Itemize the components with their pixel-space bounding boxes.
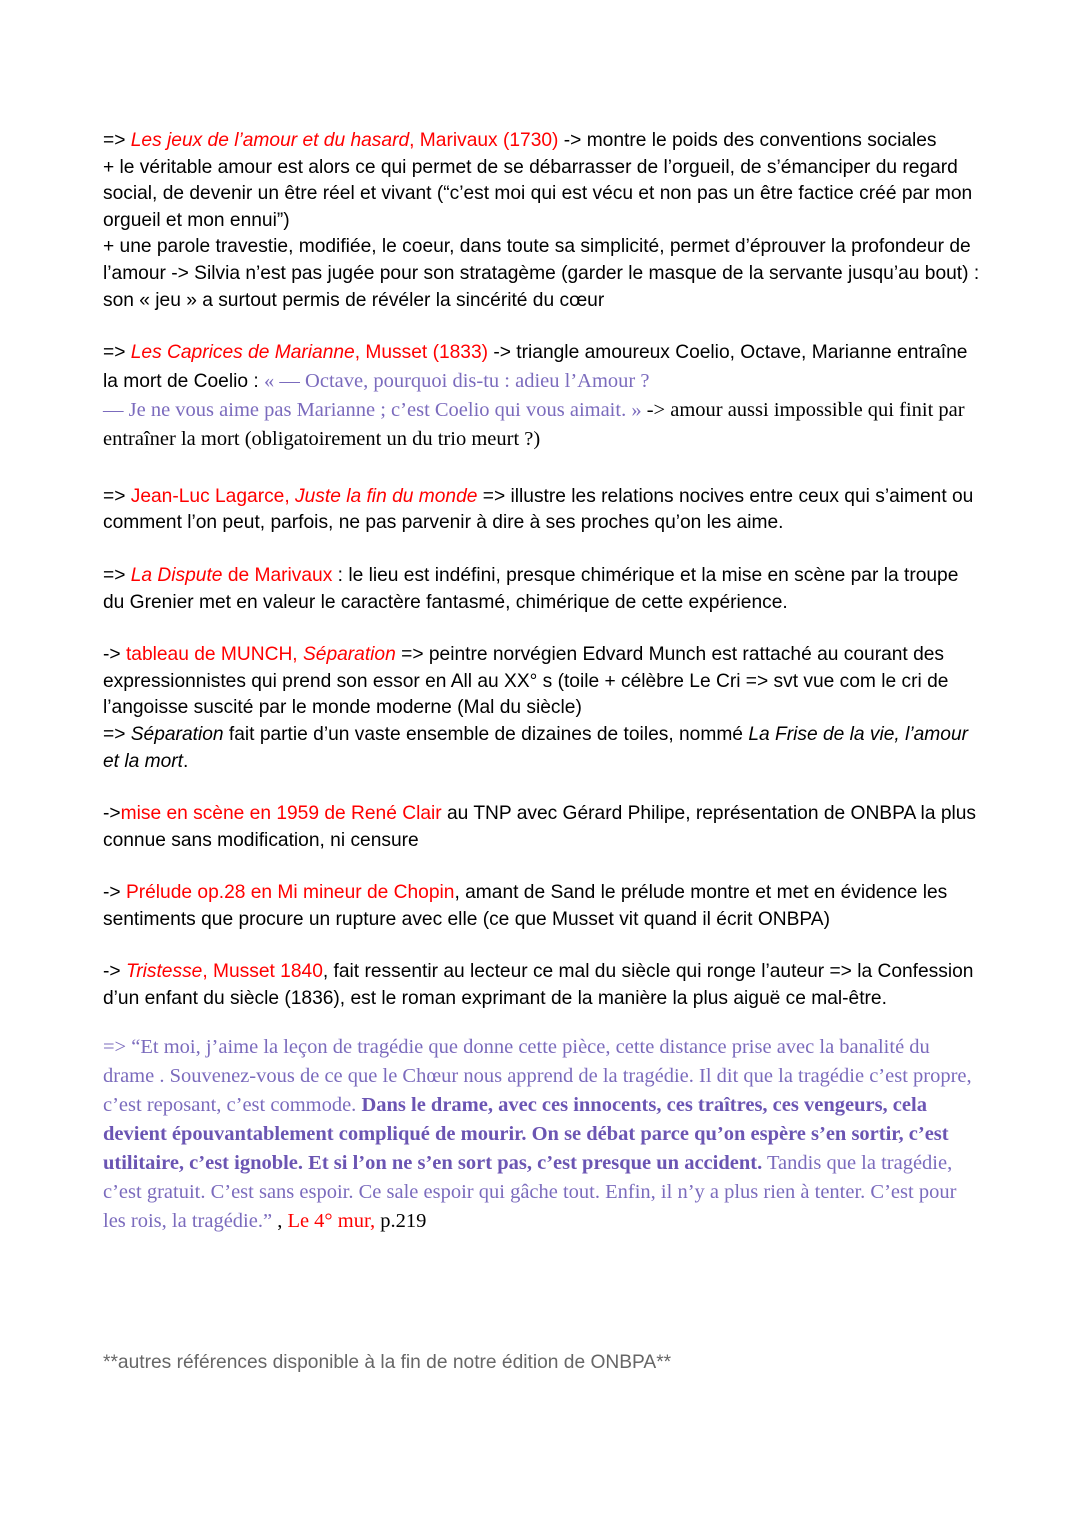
paragraph-text: , amant de Sand le prélude montre et met en évidence les sentiments que procure un rupture avec elle (ce que Musset vit quand il écrit ONBPA) — [103, 882, 948, 930]
quote-text: « — Octave, pourquoi dis-tu : adieu l’Amour ? — [264, 369, 650, 392]
arrow: => — [103, 130, 131, 151]
arrow: => — [103, 1035, 132, 1058]
paragraph-quatrieme-mur — [103, 1033, 983, 1236]
paragraph-text: => illustre les relations nocives entre ceux qui s’aiment ou comment l’on peut, parfois, ne pas parvenir à dire à ses proches qu’on les aime. — [103, 485, 974, 534]
paragraph-tristesse — [103, 959, 983, 1012]
paragraph-text: . — [182, 750, 189, 772]
paragraph-text: + le véritable amour est alors ce qui permet de se débarrasser de l’orgueil, de s’émanciper du regard social, de devenir un être réel et vivant (“c’est moi qui est vécu et non pas un être factice créé par mon orgueil et mon ennui”) — [103, 156, 973, 231]
work-title: Les Caprices de Marianne — [130, 342, 355, 364]
arrow: -> — [103, 882, 126, 904]
paragraph-text: -> amour aussi impossible qui finit par entraîner la mort (obligatoirement un du trio meurt ?) — [103, 398, 965, 450]
highlight-text: Prélude op.28 en Mi mineur de Chopin — [125, 882, 455, 904]
work-author: , Marivaux (1730) — [409, 130, 559, 151]
paragraph-lagarce — [103, 484, 983, 537]
arrow: => — [103, 342, 131, 364]
paragraph-chopin — [103, 880, 983, 933]
quote-text: — Je ne vous aime pas Marianne ; c’est Coelio qui vous aimait. » — [103, 398, 642, 421]
paragraph-text: -> triangle amoureux Coelio, Octave, Marianne entraîne la mort de Coelio : — [103, 342, 968, 392]
work-author: , Musset 1840 — [202, 961, 323, 983]
paragraph-text: -> montre le poids des conventions sociales — [558, 130, 937, 151]
page-reference: p.219 — [375, 1209, 427, 1232]
paragraph-text: , fait ressentir au lecteur ce mal du siècle qui ronge l’auteur => la Confession d’un enfant du siècle (1836), est le roman exprimant de la manière la plus aiguë ce mal-être. — [103, 961, 974, 1010]
paragraph-dispute — [103, 563, 983, 616]
paragraph-caprices-marianne — [103, 340, 983, 454]
paragraph-rene-clair — [103, 801, 983, 854]
arrow: => — [103, 723, 131, 745]
paragraph-text: + une parole travestie, modifiée, le coeur, dans toute sa simplicité, permet d’éprouver la profondeur de l’amour -> Silvia n’est pas jugée pour son stratagème (garder le masque de la servante jusqu’au bout) : son « jeu » a surtout permis de révéler la sincérité du cœur — [103, 236, 980, 311]
work-title: Séparation — [130, 723, 224, 745]
work-author: de Marivaux — [222, 564, 333, 586]
arrow: => — [103, 485, 131, 507]
work-title: La Dispute — [130, 564, 223, 586]
document-body — [103, 128, 983, 1236]
paragraph-munch — [103, 642, 983, 775]
work-title: La Frise de la vie, l’amour et la mort — [103, 723, 969, 772]
arrow: -> — [103, 644, 126, 666]
quote-text: “Et moi, j’aime la leçon de tragédie que donne cette pièce, cette distance prise avec la banalité du drame . Souvenez-vous de ce que le Chœur nous apprend de la tragédie. Il dit que la tragédie c’est propre, c’est reposant, c’est commode. — [103, 1035, 972, 1116]
paragraph-text: fait partie d’un vaste ensemble de dizaines de toiles, nommé — [223, 723, 749, 745]
work-title: Juste la fin du monde — [295, 485, 478, 507]
paragraph-text: : le lieu est indéfini, presque chimérique et la mise en scène par la troupe du Grenier met en valeur le caractère fantasmé, chimérique de cette expérience. — [103, 564, 959, 613]
paragraph-jeux-amour — [103, 128, 983, 314]
arrow: => — [103, 564, 131, 586]
paragraph-text: => peintre norvégien Edvard Munch est rattaché au courant des expressionnistes qui prend son essor en All au XX° s (toile + célèbre Le Cri => svt vue com le cri de l’angoisse suscité par le monde moderne (Mal du siècle) — [103, 644, 949, 719]
work-author: Jean-Luc Lagarce, — [130, 485, 296, 507]
work-author: , Musset (1833) — [354, 342, 489, 364]
arrow: -> — [103, 961, 126, 983]
source-title: Le 4° mur, — [287, 1209, 376, 1232]
footer-note: **autres références disponible à la fin de notre édition de ONBPA** — [103, 1352, 672, 1373]
work-title: Séparation — [302, 644, 396, 666]
highlight-text: mise en scène en 1959 de René Clair — [120, 803, 442, 825]
work-title: Les jeux de l’amour et du hasard — [130, 130, 410, 151]
work-title: Tristesse — [125, 961, 203, 983]
quote-bold-text: Dans le drame, avec ces innocents, ces traîtres, ces vengeurs, cela devient épouvantablement compliqué de mourir. On se débat parce qu’on espère s’en sortir, c’est utilitaire, c’est ignoble. Et si l’on ne s’en sort pas, c’est presque un accident. — [103, 1093, 949, 1174]
quote-text: Tandis que la tragédie, c’est gratuit. C’est sans espoir. Ce sale espoir qui gâche tout. Enfin, il n’y a plus rien à tenter. C’est pour les rois, la tragédie.” — [103, 1151, 957, 1232]
arrow: -> — [103, 803, 121, 825]
paragraph-text: au TNP avec Gérard Philipe, représentation de ONBPA la plus connue sans modification, ni censure — [103, 803, 977, 851]
work-author: tableau de MUNCH, — [125, 644, 303, 666]
separator: , — [272, 1209, 288, 1232]
